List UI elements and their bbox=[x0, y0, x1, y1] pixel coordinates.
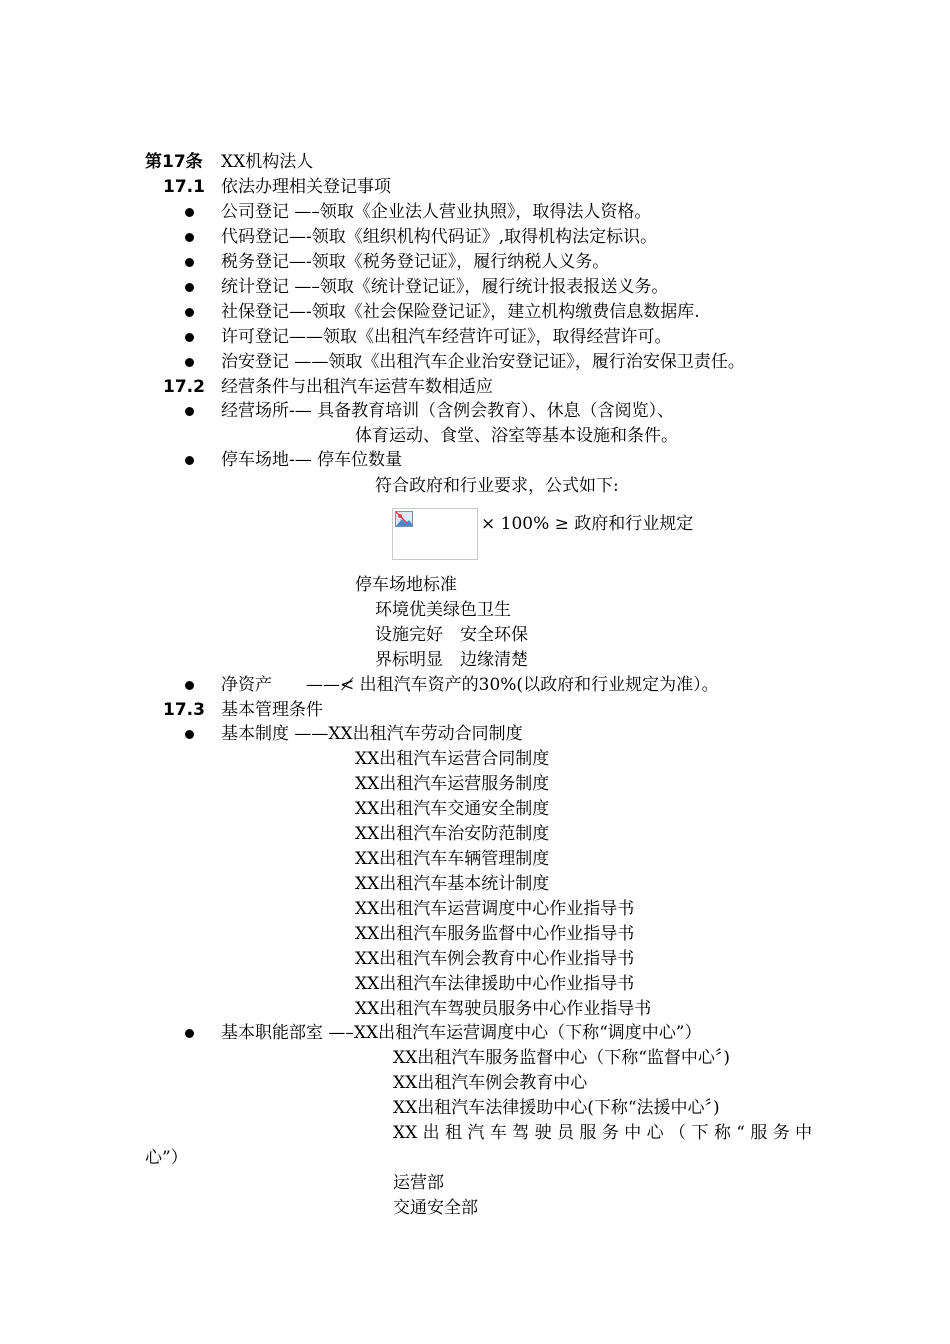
department-item-wrapped-continuation: 心”） bbox=[145, 1148, 188, 1168]
bullet-icon bbox=[185, 456, 194, 465]
parking-line-2: 符合政府和行业要求，公式如下: bbox=[375, 476, 619, 496]
formula-text: × 100% ≥ 政府和行业规定 bbox=[481, 514, 694, 534]
broken-image-icon bbox=[395, 511, 413, 527]
section-17-2-title: 经营条件与出租汽车运营车数相适应 bbox=[221, 377, 493, 397]
list-item-social-security-registration: 社保登记—-领取《社会保险登记证》，建立机构缴费信息数据库. bbox=[221, 302, 700, 322]
section-17-1-title: 依法办理相关登记事项 bbox=[221, 177, 391, 197]
department-item: 运营部 bbox=[393, 1173, 444, 1193]
venue-line-1: 经营场所-— 具备教育培训（含例会教育）、休息（含阅览）、 bbox=[221, 401, 675, 421]
section-17-3-title: 基本管理条件 bbox=[221, 700, 323, 720]
bullet-icon bbox=[185, 308, 194, 317]
bullet-icon bbox=[185, 258, 194, 267]
bullet-icon bbox=[185, 358, 194, 367]
formula-image bbox=[392, 508, 478, 560]
section-17-2-number: 17.2 bbox=[163, 377, 205, 397]
list-item-security-registration: 治安登记 ——领取《出租汽车企业治安登记证》，履行治安保卫责任。 bbox=[221, 352, 745, 372]
system-item: XX出租汽车法律援助中心作业指导书 bbox=[355, 974, 635, 994]
system-item: XX出租汽车运营合同制度 bbox=[355, 749, 550, 769]
list-item-tax-registration: 税务登记—-领取《税务登记证》，履行纳税人义务。 bbox=[221, 252, 610, 272]
parking-standard-title: 停车场地标准 bbox=[355, 575, 457, 595]
bullet-icon bbox=[185, 233, 194, 242]
department-item: 交通安全部 bbox=[393, 1198, 478, 1218]
article-number: 第17条 bbox=[145, 152, 203, 172]
parking-standard-2: 设施完好 安全环保 bbox=[375, 625, 528, 645]
systems-label: 基本制度 ——XX出租汽车劳动合同制度 bbox=[221, 724, 523, 744]
system-item: XX出租汽车服务监督中心作业指导书 bbox=[355, 924, 635, 944]
bullet-icon bbox=[185, 1029, 194, 1038]
department-item: XX出租汽车法律援助中心(下称“法援中心〞) bbox=[393, 1098, 720, 1118]
bullet-icon bbox=[185, 730, 194, 739]
parking-standard-3: 界标明显 边缘清楚 bbox=[375, 650, 528, 670]
bullet-icon bbox=[185, 407, 194, 416]
bullet-icon bbox=[185, 681, 194, 690]
section-17-1-number: 17.1 bbox=[163, 177, 205, 197]
bullet-icon bbox=[185, 208, 194, 217]
departments-label: 基本职能部室 —–XX出租汽车运营调度中心（下称“调度中心”） bbox=[221, 1023, 702, 1043]
list-item-statistics-registration: 统计登记 —–领取《统计登记证》，履行统计报表报送义务。 bbox=[221, 277, 669, 297]
system-item: XX出租汽车驾驶员服务中心作业指导书 bbox=[355, 999, 652, 1019]
parking-standard-1: 环境优美绿色卫生 bbox=[375, 600, 511, 620]
section-17-3-number: 17.3 bbox=[163, 700, 205, 720]
parking-line-1: 停车场地-— 停车位数量 bbox=[221, 450, 403, 470]
system-item: XX出租汽车运营服务制度 bbox=[355, 774, 550, 794]
department-item: XX出租汽车服务监督中心（下称“监督中心〞) bbox=[393, 1048, 731, 1068]
article-title: XX机构法人 bbox=[221, 152, 314, 172]
system-item: XX出租汽车运营调度中心作业指导书 bbox=[355, 899, 635, 919]
system-item: XX出租汽车交通安全制度 bbox=[355, 799, 550, 819]
list-item-license-registration: 许可登记——领取《出租汽车经营许可证》，取得经营许可。 bbox=[221, 327, 672, 347]
bullet-icon bbox=[185, 333, 194, 342]
system-item: XX出租汽车车辆管理制度 bbox=[355, 849, 550, 869]
system-item: XX出租汽车治安防范制度 bbox=[355, 824, 550, 844]
venue-line-2: 体育运动、食堂、浴室等基本设施和条件。 bbox=[355, 426, 678, 446]
net-assets-line: 净资产 ——≮ 出租汽车资产的30%(以政府和行业规定为准）。 bbox=[221, 675, 719, 695]
department-item-wrapped: XX 出 租 汽 车 驾 驶 员 服 务 中 心 （ 下 称 “ 服 务 中 bbox=[393, 1123, 813, 1143]
system-item: XX出租汽车例会教育中心作业指导书 bbox=[355, 949, 635, 969]
list-item-company-registration: 公司登记 —–领取《企业法人营业执照》，取得法人资格。 bbox=[221, 202, 652, 222]
system-item: XX出租汽车基本统计制度 bbox=[355, 874, 550, 894]
bullet-icon bbox=[185, 283, 194, 292]
department-item: XX出租汽车例会教育中心 bbox=[393, 1073, 588, 1093]
list-item-code-registration: 代码登记—-领取《组织机构代码证》,取得机构法定标识。 bbox=[221, 227, 658, 247]
